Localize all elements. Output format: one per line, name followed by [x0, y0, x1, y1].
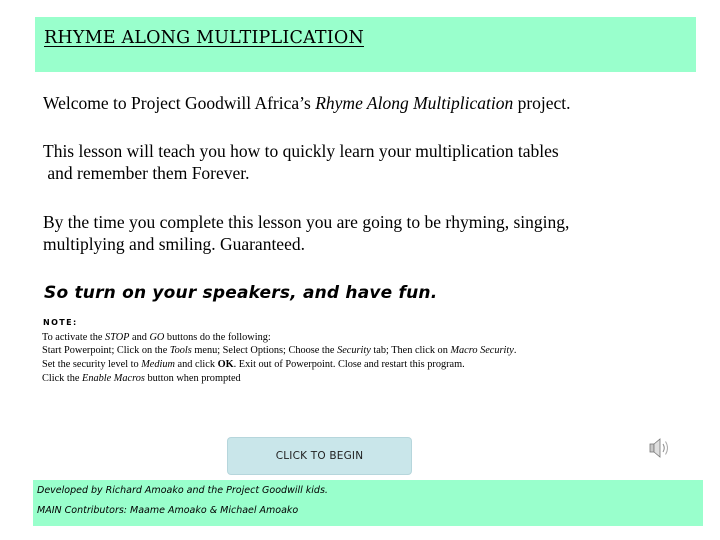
- note-text: Start Powerpoint; Click on the: [42, 345, 170, 356]
- note-medium-term: Medium: [141, 359, 175, 370]
- speaker-icon[interactable]: [648, 437, 672, 459]
- note-text: buttons do the following:: [164, 332, 271, 343]
- note-enable-macros-term: Enable Macros: [82, 373, 145, 384]
- click-to-begin-button[interactable]: CLICK TO BEGIN: [228, 438, 411, 474]
- note-text: To activate the: [42, 332, 106, 343]
- welcome-project-name: Rhyme Along Multiplication: [315, 93, 514, 113]
- lesson-paragraph: [43, 140, 703, 184]
- note-stop-term: STOP: [105, 332, 130, 343]
- note-line-3: [42, 358, 465, 371]
- promise-line-1: By the time you complete this lesson you are going to be rhyming, singing,: [43, 212, 570, 232]
- promise-paragraph: [43, 211, 703, 255]
- note-text: Click the: [42, 373, 83, 384]
- note-text: and click: [174, 359, 218, 370]
- contributors-credit: MAIN Contributors: Maame Amoako & Michael Amoako: [37, 505, 299, 516]
- note-tools-term: Tools: [169, 345, 192, 356]
- welcome-paragraph: [43, 92, 703, 114]
- note-go-term: GO: [149, 332, 165, 343]
- welcome-text-end: project.: [513, 93, 571, 113]
- note-text: button when prompted: [144, 373, 241, 384]
- promise-line-2: multiplying and smiling. Guaranteed.: [43, 234, 305, 254]
- note-text: and: [129, 332, 150, 343]
- lesson-line-2: and remember them Forever.: [43, 163, 250, 183]
- note-macro-security-term: Macro Security: [450, 345, 514, 356]
- speakers-tagline: So turn on your speakers, and have fun.: [44, 283, 438, 303]
- note-ok-term: OK: [217, 359, 234, 370]
- note-line-1: [42, 331, 271, 344]
- note-line-2: [42, 344, 516, 357]
- title-banner: [35, 17, 696, 72]
- note-text: menu; Select Options; Choose the: [191, 345, 338, 356]
- note-line-4: [42, 372, 241, 385]
- note-security-term: Security: [337, 345, 371, 356]
- speaker-icon-graphic: [648, 437, 672, 459]
- welcome-text: Welcome to Project Goodwill Africa’s: [43, 93, 316, 113]
- note-text: tab; Then click on: [370, 345, 451, 356]
- note-text: Set the security level to: [42, 359, 142, 370]
- note-text: . Exit out of Powerpoint. Close and restart this program.: [233, 359, 465, 370]
- note-heading: NOTE:: [43, 318, 78, 327]
- lesson-line-1: This lesson will teach you how to quickly learn your multiplication tables: [43, 141, 559, 161]
- credits-banner: [33, 480, 703, 526]
- developer-credit: Developed by Richard Amoako and the Project Goodwill kids.: [37, 485, 328, 496]
- page-title: RHYME ALONG MULTIPLICATION: [44, 28, 364, 48]
- note-text: .: [513, 345, 517, 356]
